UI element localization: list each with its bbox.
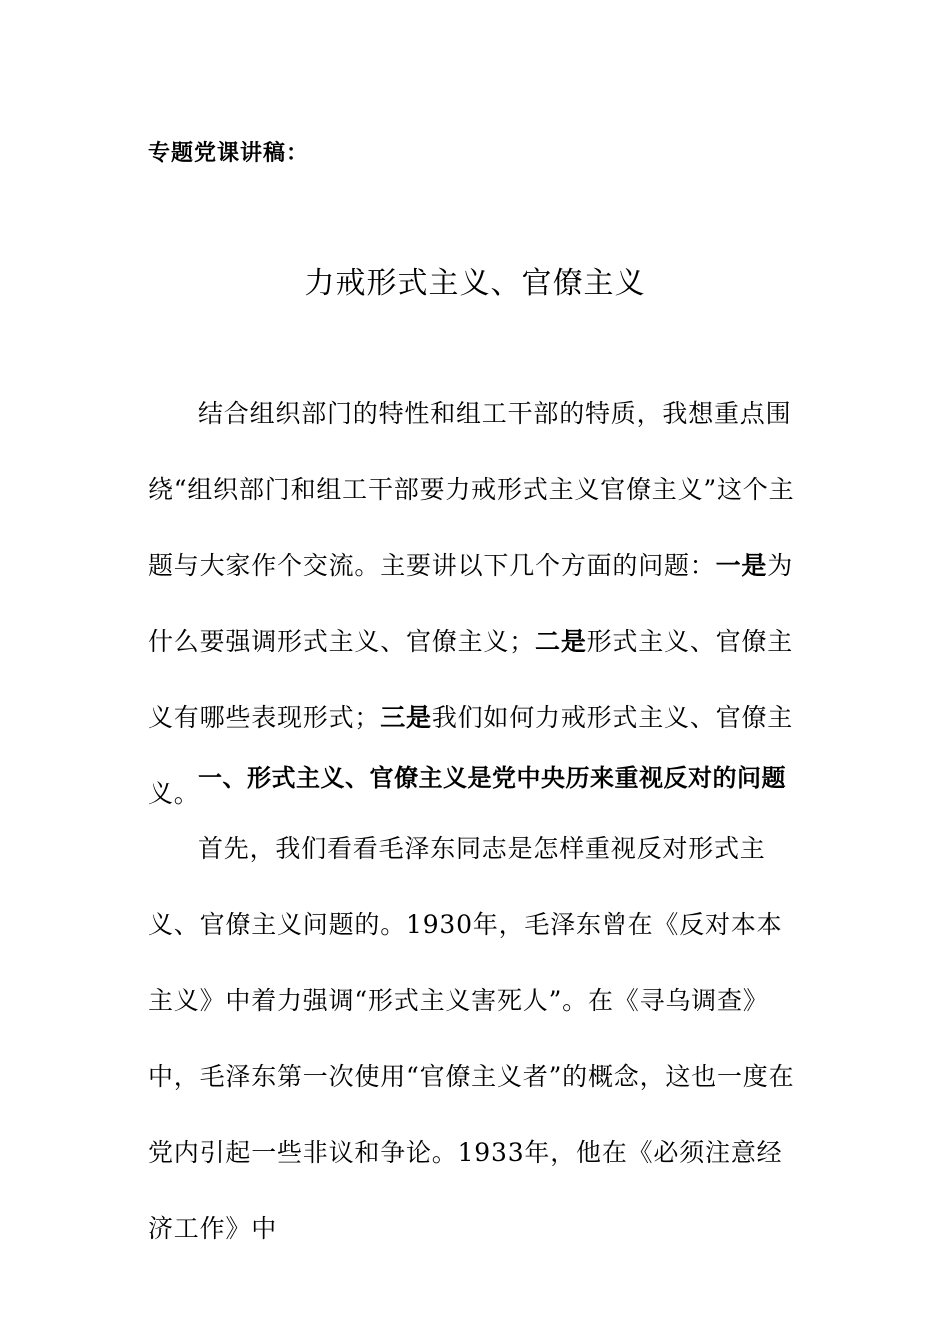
section-heading: 一、形式主义、官僚主义是党中央历来重视反对的问题 <box>198 764 786 792</box>
intro-text-part1: 结合组织部门的特性和组工干部的特质，我想重点围绕“组织部门和组工干部要力戒形式主义官僚主义”这个主题与大家作个交流。主要讲以下几个方面的问题： <box>148 399 795 580</box>
intro-emphasis-two: 二是 <box>535 627 587 656</box>
section-paragraph: 首先，我们看看毛泽东同志是怎样重视反对形式主义、官僚主义问题的。1930年，毛泽东曾在《反对本本主义》中着力强调“形式主义害死人”。在《寻乌调查》中，毛泽东第一次使用“官僚主义者”的概念，这也一度在党内引起一些非议和争论。1933年，他在《必须注意经济工作》中 <box>148 834 795 1243</box>
document-title: 力戒形式主义、官僚主义 <box>304 266 646 301</box>
intro-text-part3: 形式主义、官僚主义有哪些表现形式； <box>148 627 794 732</box>
intro-emphasis-one: 一是 <box>715 551 768 580</box>
intro-text-part4: 我们如何力戒形式主义、官僚主义。 <box>148 703 794 808</box>
document-kicker: 专题党课讲稿： <box>148 141 310 166</box>
intro-text-part2: 为什么要强调形式主义、官僚主义； <box>148 551 794 656</box>
intro-emphasis-three: 三是 <box>380 703 432 732</box>
